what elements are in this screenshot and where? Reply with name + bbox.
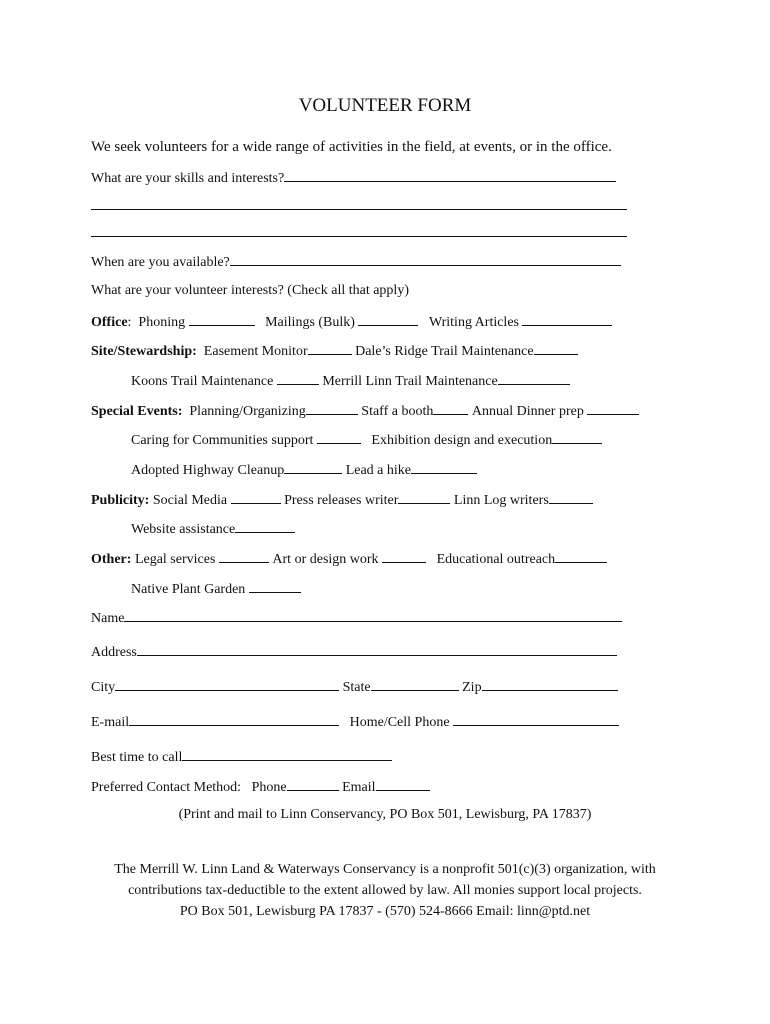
other-row-1: Other: Legal services Art or design work Educational outreach — [91, 549, 607, 569]
caring-blank[interactable] — [317, 430, 361, 444]
city-label: City — [91, 680, 116, 695]
highway-blank[interactable] — [284, 460, 342, 474]
mail-note: (Print and mail to Linn Conservancy, PO Box 501, Lewisburg, PA 17837) — [178, 807, 592, 822]
exhibition-blank[interactable] — [552, 430, 602, 444]
interests-question: What are your volunteer interests? (Check all that apply) — [91, 283, 409, 298]
state-input[interactable] — [371, 677, 459, 691]
contact-phone-blank[interactable] — [287, 777, 339, 791]
outreach-blank[interactable] — [555, 549, 607, 563]
merrill-linn-blank[interactable] — [498, 371, 570, 385]
legal-blank[interactable] — [219, 549, 269, 563]
dales-ridge-blank[interactable] — [534, 341, 578, 355]
skills-input-line-2[interactable] — [91, 209, 627, 210]
availability-question: When are you available? — [91, 252, 621, 272]
best-time-row — [91, 747, 392, 767]
office-heading: Office — [91, 315, 128, 330]
easement-blank[interactable] — [308, 341, 352, 355]
name-field-row — [91, 608, 622, 628]
events-row-2: Caring for Communities support Exhibition design and execution — [131, 430, 602, 450]
linn-log-blank[interactable] — [549, 490, 593, 504]
footer-line-3: PO Box 501, Lewisburg PA 17837 - (570) 524-8666 Email: linn@ptd.net — [179, 904, 591, 919]
contact-method-label: Preferred Contact Method: — [91, 780, 242, 795]
skills-input[interactable] — [284, 168, 616, 182]
planning-blank[interactable] — [306, 401, 358, 415]
phoning-blank[interactable] — [189, 312, 255, 326]
address-field-row — [91, 642, 617, 662]
name-label: Name — [91, 611, 125, 626]
site-row-2: Koons Trail Maintenance Merrill Linn Trail Maintenance — [131, 371, 570, 391]
art-design-blank[interactable] — [382, 549, 426, 563]
contact-method-row: Preferred Contact Method: Phone Email — [91, 777, 430, 797]
zip-label: Zip — [462, 680, 482, 695]
events-row-1: Special Events: Planning/Organizing Staff a booth Annual Dinner prep — [91, 401, 639, 421]
booth-blank[interactable] — [433, 401, 468, 415]
address-input[interactable] — [137, 642, 617, 656]
city-field-row — [91, 677, 618, 697]
other-heading: Other: — [91, 552, 132, 567]
publicity-heading: Publicity: — [91, 493, 150, 508]
press-blank[interactable] — [398, 490, 450, 504]
publicity-row-1: Publicity: Social Media Press releases writer Linn Log writers — [91, 490, 593, 510]
footer-line-1: The Merrill W. Linn Land & Waterways Conservancy is a nonprofit 501(c)(3) organization, with — [114, 862, 656, 877]
other-row-2: Native Plant Garden — [131, 579, 301, 599]
email-input[interactable] — [129, 712, 339, 726]
hike-blank[interactable] — [411, 460, 477, 474]
footer-line-2: contributions tax-deductible to the extent allowed by law. All monies support local projects. — [128, 883, 642, 898]
site-row-1: Site/Stewardship: Easement Monitor Dale’s Ridge Trail Maintenance — [91, 341, 578, 361]
social-media-blank[interactable] — [231, 490, 281, 504]
native-plant-blank[interactable] — [249, 579, 301, 593]
website-blank[interactable] — [235, 519, 295, 533]
address-label: Address — [91, 645, 137, 660]
best-time-input[interactable] — [182, 747, 392, 761]
phone-input[interactable] — [453, 712, 619, 726]
form-title: VOLUNTEER FORM — [298, 95, 472, 116]
writing-articles-blank[interactable] — [522, 312, 612, 326]
koons-blank[interactable] — [277, 371, 319, 385]
name-input[interactable] — [124, 608, 622, 622]
publicity-row-2: Website assistance — [131, 519, 295, 539]
email-label: E-mail — [91, 715, 130, 730]
state-label: State — [342, 680, 371, 695]
skills-input-line-3[interactable] — [91, 236, 627, 237]
phone-label: Home/Cell Phone — [349, 715, 450, 730]
events-heading: Special Events: — [91, 404, 183, 419]
availability-input[interactable] — [230, 252, 621, 266]
mailings-blank[interactable] — [358, 312, 418, 326]
dinner-prep-blank[interactable] — [587, 401, 639, 415]
email-field-row — [91, 712, 619, 732]
contact-email-blank[interactable] — [376, 777, 430, 791]
skills-question: What are your skills and interests? — [91, 168, 616, 188]
best-time-label: Best time to call — [91, 750, 183, 765]
zip-input[interactable] — [482, 677, 618, 691]
events-row-3: Adopted Highway Cleanup Lead a hike — [131, 460, 477, 480]
city-input[interactable] — [115, 677, 339, 691]
intro-text: We seek volunteers for a wide range of activities in the field, at events, or in the office. — [91, 139, 612, 155]
site-heading: Site/Stewardship: — [91, 344, 197, 359]
office-row: Office: Phoning Mailings (Bulk) Writing Articles — [91, 312, 612, 332]
